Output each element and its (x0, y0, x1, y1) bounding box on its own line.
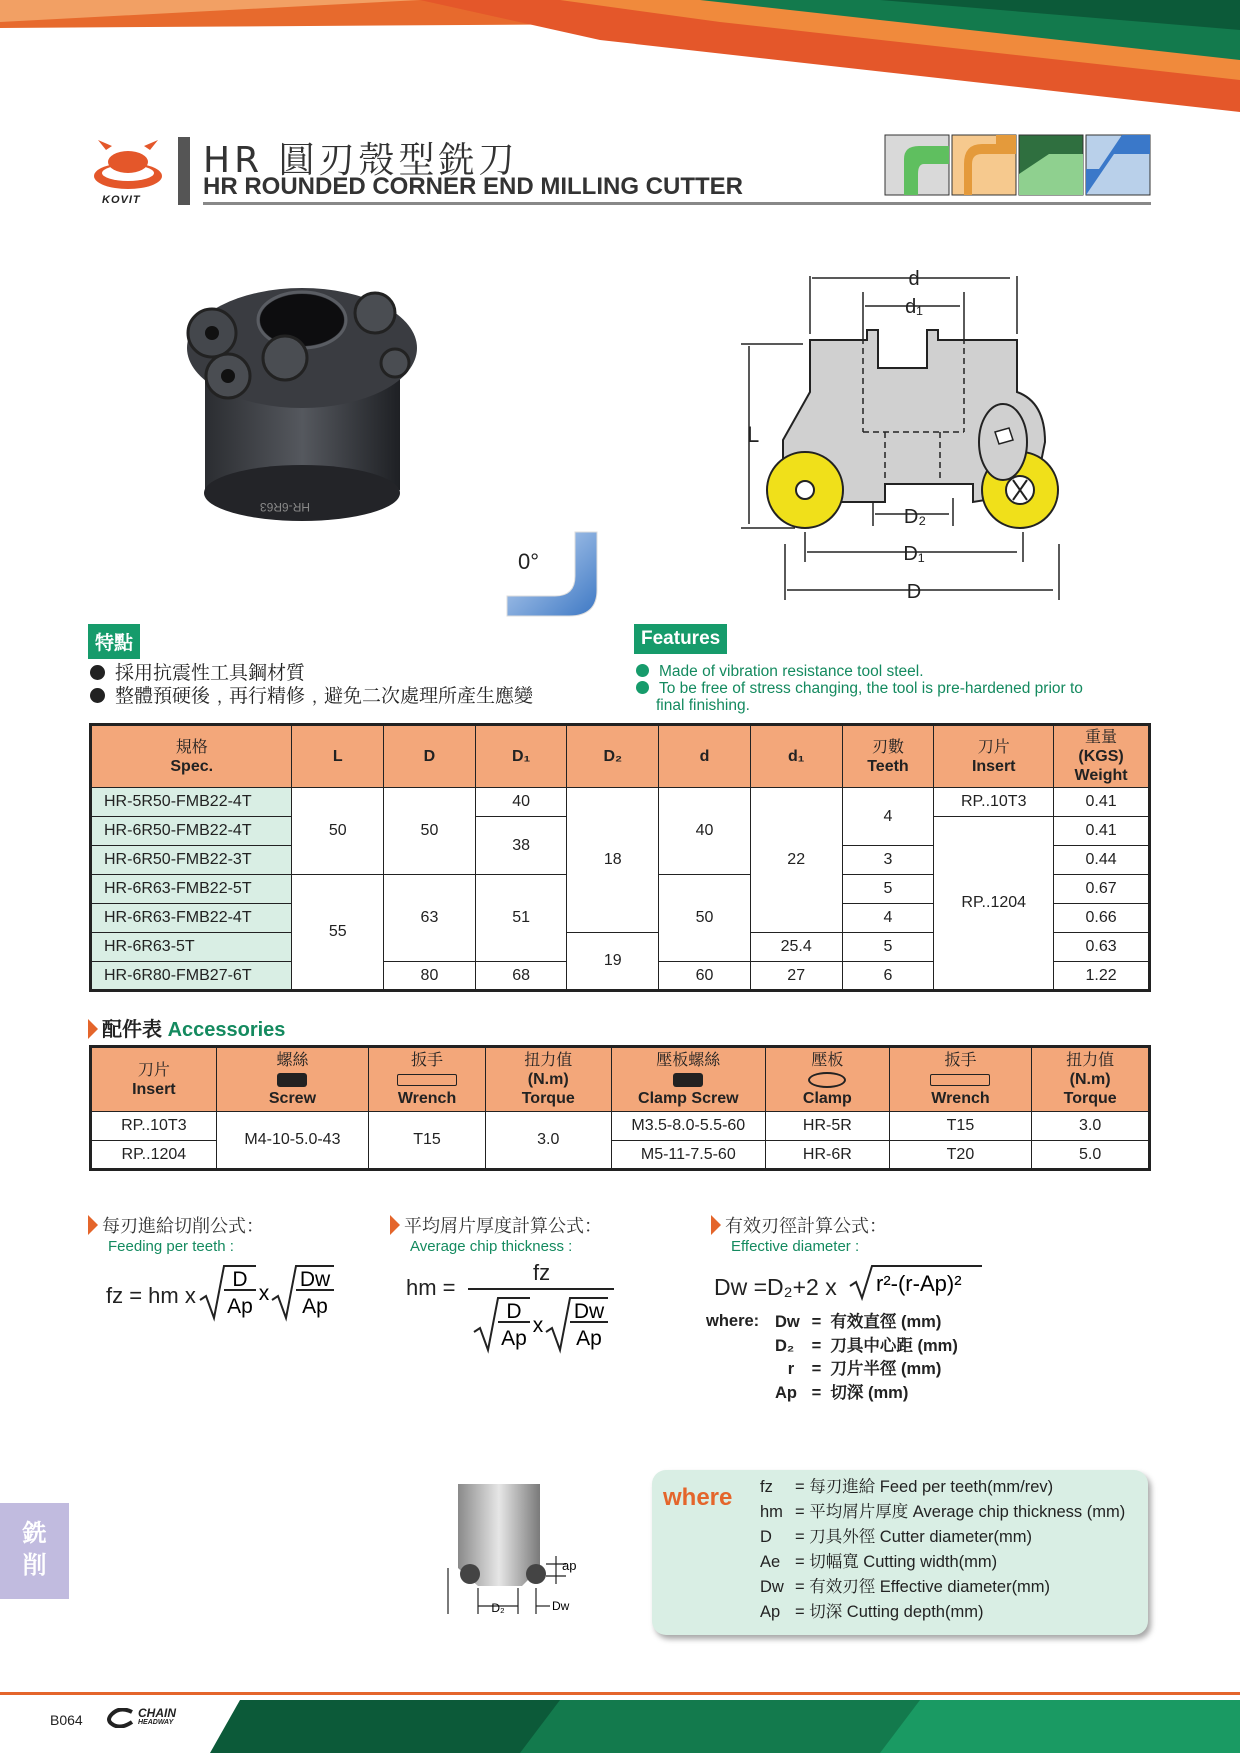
cell-teeth: 4 (842, 904, 934, 933)
formula-eff-defs (775, 1311, 958, 1405)
def-row: Dw = 有效直徑 (mm) (775, 1313, 942, 1331)
cell-d: 60 (659, 962, 751, 991)
cell-d: 40 (659, 788, 751, 875)
spec-cell: HR-6R63-FMB22-5T (91, 875, 292, 904)
svg-text:HR-6R63: HR-6R63 (259, 500, 310, 514)
formula-eff-radical (848, 1262, 984, 1302)
cell-acc-insert: RP..10T3 (91, 1112, 217, 1141)
kovit-logo-icon (92, 136, 164, 194)
feature-en-item-cont: final finishing. (656, 697, 750, 714)
cell-acc-torque: 3.0 (485, 1112, 611, 1170)
cell-D1: 51 (475, 875, 567, 962)
arrow-icon (88, 1215, 98, 1235)
cell-acc-wrench2: T20 (889, 1141, 1032, 1170)
spec-cell: HR-6R80-FMB27-6T (91, 962, 292, 991)
col-insert: 刀片 Insert (934, 725, 1054, 788)
label-D2: D₂ (903, 506, 927, 528)
cell-D1: 40 (475, 788, 567, 817)
svg-text:D: D (232, 1268, 248, 1291)
page-title-en: HR ROUNDED CORNER END MILLING CUTTER (203, 173, 743, 200)
svg-text:x: x (532, 1314, 544, 1337)
label-d: d (908, 268, 920, 290)
cell-acc-wrench: T15 (369, 1112, 486, 1170)
where-title: where (663, 1484, 733, 1511)
table-row (91, 1112, 1150, 1141)
where-row: hm = 平均屑片厚度 Average chip thickness (mm) (760, 1503, 1126, 1521)
cell-weight: 1.22 (1054, 962, 1150, 991)
svg-text:r²-(r-Ap)²: r²-(r-Ap)² (876, 1271, 962, 1296)
feature-cn-item: 整體預硬後﹐再行精修﹐避免二次處理所產生應變 (90, 685, 533, 708)
side-tab-line: 銑 (22, 1519, 47, 1547)
cell-acc-torque2: 5.0 (1032, 1141, 1150, 1170)
col-L: L (292, 725, 384, 788)
accessories-header-row (91, 1047, 1150, 1112)
cell-teeth: 4 (842, 788, 934, 846)
chain-logo-icon (106, 1708, 136, 1728)
clamp-icon (808, 1072, 846, 1088)
header-bar (178, 137, 190, 205)
screw-icon (277, 1073, 307, 1087)
col-D2: D₂ (567, 725, 659, 788)
formula-feed-radicals (198, 1260, 338, 1324)
features-cn-list (90, 662, 533, 708)
formula-eff-where: where: (706, 1312, 760, 1330)
where-row: Ap = 切深 Cutting depth(mm) (760, 1603, 984, 1621)
cell-acc-clamp: HR-6R (766, 1141, 890, 1170)
bullet-icon (636, 664, 649, 677)
bullet-icon (636, 681, 649, 694)
technical-drawing (735, 262, 1075, 602)
where-row: Dw = 有效刃徑 Effective diameter(mm) (760, 1578, 1051, 1596)
svg-text:x: x (258, 1282, 270, 1305)
feature-en-item: To be free of stress changing, the tool is pre-hardened prior to (636, 680, 1083, 697)
bullet-icon (90, 665, 105, 680)
formula-chip-title: 平均屑片厚度計算公式： Average chip thickness : (390, 1212, 602, 1255)
accessories-heading: 配件表 Accessories (88, 1013, 285, 1042)
svg-text:D₂: D₂ (491, 1601, 505, 1615)
label-D: D (906, 581, 922, 602)
cell-weight: 0.41 (1054, 788, 1150, 817)
where-row: D = 刀具外徑 Cutter diameter(mm) (760, 1528, 1032, 1546)
cell-weight: 0.41 (1054, 817, 1150, 846)
cell-acc-clamp: HR-5R (766, 1112, 890, 1141)
col-acc-clamp: 壓板 Clamp (766, 1047, 890, 1112)
spec-cell: HR-6R63-5T (91, 933, 292, 962)
table-row (91, 788, 1150, 817)
where-row: Ae = 切幅寬 Cutting width(mm) (760, 1553, 998, 1571)
col-acc-wrench: 扳手 Wrench (369, 1047, 486, 1112)
label-D1: D₁ (903, 543, 925, 565)
where-list (760, 1475, 1125, 1625)
spec-cell: HR-5R50-FMB22-4T (91, 788, 292, 817)
arrow-icon (88, 1019, 98, 1039)
cell-D: 63 (384, 875, 476, 962)
cell-acc-insert: RP..1204 (91, 1141, 217, 1170)
col-d: d (659, 725, 751, 788)
spec-cell: HR-6R50-FMB22-4T (91, 817, 292, 846)
col-spec: 規格 Spec. (91, 725, 292, 788)
svg-text:Dw: Dw (299, 1268, 331, 1291)
col-d1: d₁ (750, 725, 842, 788)
cell-acc-clamp-screw: M3.5-8.0-5.5-60 (611, 1112, 765, 1141)
features-en-label: Features (634, 624, 727, 654)
page-title-cn: HR 圓刃殼型銑刀 (203, 140, 519, 181)
features-en-list (636, 663, 1083, 714)
cell-d1: 27 (750, 962, 842, 991)
header-rule (203, 202, 1151, 205)
col-D: D (384, 725, 476, 788)
cell-d1: 22 (750, 788, 842, 933)
cell-acc-clamp-screw: M5-11-7.5-60 (611, 1141, 765, 1170)
label-L: L (747, 422, 760, 447)
angle-label: 0° (518, 549, 540, 574)
brand-sub: HEADWAY (138, 1719, 174, 1726)
wrench-icon (397, 1074, 457, 1086)
arrow-icon (390, 1215, 400, 1235)
cell-teeth: 6 (842, 962, 934, 991)
svg-text:Dw: Dw (552, 1599, 570, 1613)
col-acc-insert: 刀片 Insert (91, 1047, 217, 1112)
formula-feed-title: 每刃進給切削公式： Feeding per teeth : (88, 1212, 264, 1255)
spec-table (89, 723, 1151, 992)
top-banner (0, 0, 1240, 120)
footer-banner (0, 1692, 1240, 1753)
cell-L: 55 (292, 875, 384, 991)
feature-en-item: Made of vibration resistance tool steel. (636, 663, 1083, 680)
formula-chip-lhs: hm = (406, 1275, 456, 1300)
svg-text:Ap: Ap (302, 1295, 328, 1318)
brand-main: CHAIN (138, 1706, 176, 1720)
cell-D: 50 (384, 788, 476, 875)
col-teeth: 刃數 Teeth (842, 725, 934, 788)
cell-weight: 0.44 (1054, 846, 1150, 875)
features-cn-label: 特點 (88, 624, 140, 659)
spec-cell: HR-6R50-FMB22-3T (91, 846, 292, 875)
cell-D1: 68 (475, 962, 567, 991)
svg-text:Ap: Ap (576, 1327, 602, 1350)
svg-text:ap: ap (562, 1558, 577, 1573)
spec-cell: HR-6R63-FMB22-4T (91, 904, 292, 933)
col-acc-wrench2: 扳手 Wrench (889, 1047, 1032, 1112)
cell-D1: 38 (475, 817, 567, 875)
cutter-photo (160, 258, 460, 558)
cell-insert: RP..1204 (934, 817, 1054, 991)
application-icons (884, 134, 1152, 196)
label-d1: d₁ (905, 296, 923, 318)
svg-text:Ap: Ap (501, 1327, 527, 1350)
cell-d1: 25.4 (750, 933, 842, 962)
brand-name: KOVIT (102, 194, 141, 206)
cell-teeth: 5 (842, 875, 934, 904)
section-side-tab[interactable] (0, 1503, 69, 1599)
formula-chip-numerator: fz (533, 1260, 551, 1285)
col-acc-clamp-screw: 壓板螺絲 Clamp Screw (611, 1047, 765, 1112)
cell-insert: RP..10T3 (934, 788, 1054, 817)
def-row: r = 刀片半徑 (mm) (787, 1360, 942, 1378)
col-weight: 重量 (KGS) Weight (1054, 725, 1150, 788)
clamp-screw-icon (673, 1073, 703, 1087)
cell-D: 80 (384, 962, 476, 991)
cell-d: 50 (659, 875, 751, 962)
cell-D2: 18 (567, 788, 659, 933)
where-row: fz = 每刃進給 Feed per teeth(mm/rev) (760, 1478, 1054, 1496)
col-D1: D₁ (475, 725, 567, 788)
cell-teeth: 3 (842, 846, 934, 875)
accessories-table (89, 1045, 1151, 1171)
col-acc-torque: 扭力值 (N.m) Torque (485, 1047, 611, 1112)
col-acc-screw: 螺絲 Screw (216, 1047, 368, 1112)
cell-weight: 0.67 (1054, 875, 1150, 904)
formula-feed-lhs: fz = hm x (106, 1283, 196, 1308)
cell-weight: 0.66 (1054, 904, 1150, 933)
def-row: D₂ = 刀具中心距 (mm) (775, 1336, 958, 1355)
arrow-icon (711, 1215, 721, 1235)
formula-chip-radicals (468, 1286, 616, 1356)
formula-eff-lhs: Dw =D₂+2 x (714, 1274, 837, 1300)
cell-L: 50 (292, 788, 384, 875)
svg-text:Ap: Ap (227, 1295, 253, 1318)
spec-header-row (91, 725, 1150, 788)
side-tab-line: 削 (22, 1551, 47, 1579)
cell-weight: 0.63 (1054, 933, 1150, 962)
def-row: Ap = 切深 (mm) (775, 1383, 909, 1402)
feature-cn-item: 採用抗震性工具鋼材質 (90, 662, 533, 685)
cell-acc-torque2: 3.0 (1032, 1112, 1150, 1141)
cell-acc-screw: M4-10-5.0-43 (216, 1112, 368, 1170)
cell-D2: 19 (567, 933, 659, 991)
svg-text:D: D (506, 1300, 522, 1323)
col-acc-torque2: 扭力值 (N.m) Torque (1032, 1047, 1150, 1112)
cell-teeth: 5 (842, 933, 934, 962)
formula-eff-title: 有效刃徑計算公式： Effective diameter : (711, 1212, 887, 1255)
bullet-icon (90, 688, 105, 703)
cell-acc-wrench2: T15 (889, 1112, 1032, 1141)
footer-brand (106, 1708, 176, 1728)
cutting-diagram (428, 1476, 608, 1616)
profile-icon (505, 530, 601, 622)
wrench-icon (930, 1074, 990, 1086)
page-number: B064 (50, 1712, 83, 1728)
svg-text:Dw: Dw (573, 1300, 605, 1323)
